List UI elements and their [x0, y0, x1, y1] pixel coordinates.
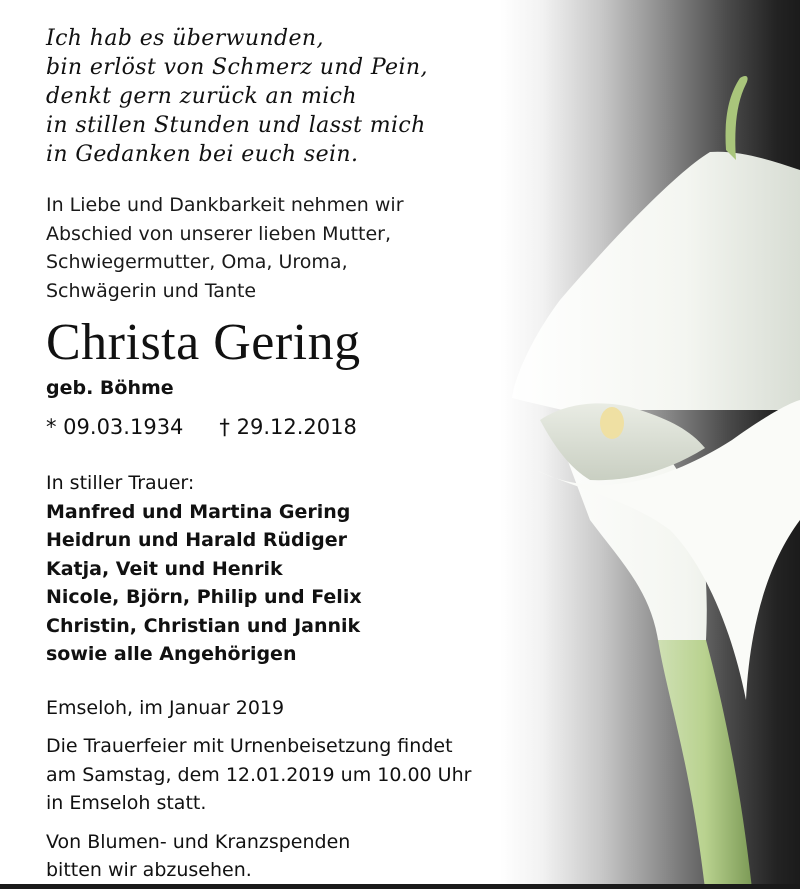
poem-line: bin erlöst von Schmerz und Pein,: [46, 55, 428, 80]
mourner-name: Nicole, Björn, Philip und Felix: [46, 586, 362, 608]
funeral-info: [46, 694, 566, 885]
mourners-list: [46, 469, 566, 669]
flowers-note-line: bitten wir abzusehen.: [46, 859, 252, 881]
mourner-name: Manfred und Martina Gering: [46, 500, 351, 523]
birth-name: geb. Böhme: [46, 377, 174, 399]
funeral-line: Die Trauerfeier mit Urnenbeisetzung findet: [46, 735, 453, 757]
poem-line: in Gedanken bei euch sein.: [46, 142, 359, 167]
life-dates: [46, 413, 566, 441]
mourner-name: Heidrun und Harald Rüdiger: [46, 529, 347, 551]
funeral-line: am Samstag, dem 12.01.2019 um 10.00 Uhr: [46, 763, 472, 786]
death-date: † 29.12.2018: [219, 415, 357, 439]
poem-line: Ich hab es überwunden,: [46, 26, 324, 51]
poem-line: denkt gern zurück an mich: [46, 84, 357, 109]
poem-line: in stillen Stunden und lasst mich: [46, 113, 426, 138]
birth-date: * 09.03.1934: [46, 415, 184, 439]
place-date: Emseloh, im Januar 2019: [46, 696, 285, 719]
farewell-intro: [46, 191, 566, 305]
mourners-heading: In stiller Trauer:: [46, 472, 195, 494]
intro-line: Schwiegermutter, Oma, Uroma,: [46, 251, 348, 273]
funeral-line: in Emseloh statt.: [46, 792, 207, 814]
deceased-name: Christa Gering: [46, 314, 361, 371]
memorial-poem: [46, 24, 566, 169]
notice-text: [46, 24, 566, 885]
intro-line: Abschied von unserer lieben Mutter,: [46, 222, 392, 245]
flowers-note-line: Von Blumen- und Kranzspenden: [46, 830, 351, 853]
mourner-name: sowie alle Angehörigen: [46, 643, 297, 665]
mourner-name: Christin, Christian und Jannik: [46, 614, 361, 637]
intro-line: Schwägerin und Tante: [46, 279, 257, 302]
mourner-name: Katja, Veit und Henrik: [46, 557, 283, 580]
intro-line: In Liebe und Dankbarkeit nehmen wir: [46, 194, 404, 216]
